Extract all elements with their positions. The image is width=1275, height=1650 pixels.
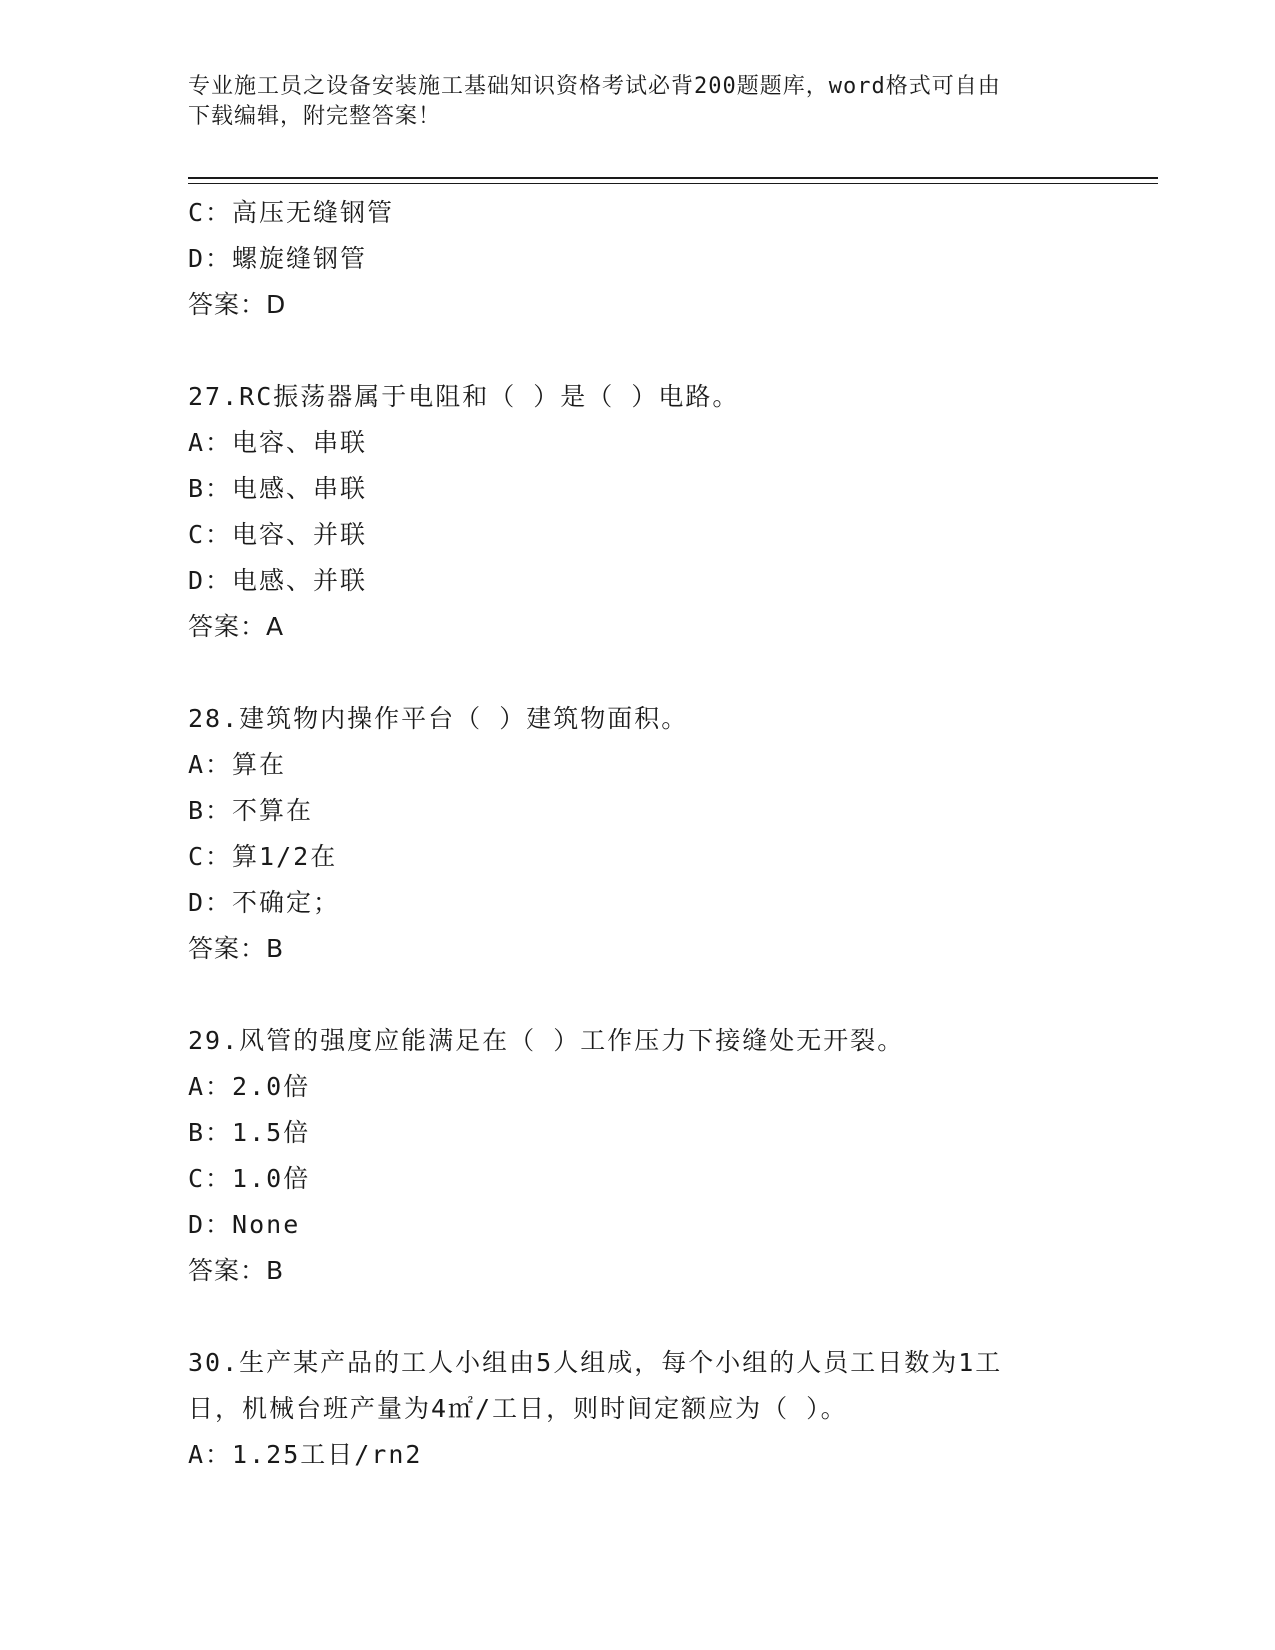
option-c: C：高压无缝钢管 [188, 198, 395, 227]
answer-line: 答案：A [188, 612, 285, 641]
option-d: D：电感、并联 [188, 566, 368, 595]
option-b: B：1.5倍 [188, 1118, 311, 1147]
question-28-block [188, 696, 1088, 972]
answer-line: 答案：D [188, 290, 287, 319]
question-text: 29.风管的强度应能满足在（ ）工作压力下接缝处无开裂。 [188, 1026, 905, 1055]
answer-line: 答案：B [188, 934, 285, 963]
answer-line: 答案：B [188, 1256, 285, 1285]
option-b: B：不算在 [188, 796, 314, 825]
option-d: D：None [188, 1210, 301, 1239]
question-text: 27.RC振荡器属于电阻和（ ）是（ ）电路。 [188, 382, 740, 411]
document-header [188, 72, 1088, 132]
option-a: A：1.25工日/rn2 [188, 1440, 423, 1469]
question-26-block [188, 190, 1088, 328]
option-c: C：算1/2在 [188, 842, 338, 871]
header-divider-thick [188, 177, 1158, 179]
option-a: A：算在 [188, 750, 287, 779]
option-a: A：电容、串联 [188, 428, 368, 457]
question-text-line-1: 30.生产某产品的工人小组由5人组成，每个小组的人员工日数为1工 [188, 1348, 1003, 1377]
option-c: C：1.0倍 [188, 1164, 311, 1193]
option-d: D：螺旋缝钢管 [188, 244, 368, 273]
question-27-block [188, 374, 1088, 650]
option-b: B：电感、串联 [188, 474, 368, 503]
question-30-block [188, 1340, 1088, 1478]
question-text: 28.建筑物内操作平台（ ）建筑物面积。 [188, 704, 689, 733]
header-divider-thin [188, 183, 1158, 184]
option-a: A：2.0倍 [188, 1072, 311, 1101]
question-list [188, 190, 1088, 1478]
header-title-line-1: 专业施工员之设备安装施工基础知识资格考试必背200题题库，word格式可自由 [188, 74, 1001, 99]
option-c: C：电容、并联 [188, 520, 368, 549]
question-text-line-2: 日，机械台班产量为4㎡/工日，则时间定额应为（ ）。 [188, 1394, 848, 1423]
question-29-block [188, 1018, 1088, 1294]
header-title-line-2: 下载编辑，附完整答案！ [188, 104, 442, 129]
option-d: D：不确定； [188, 888, 341, 917]
